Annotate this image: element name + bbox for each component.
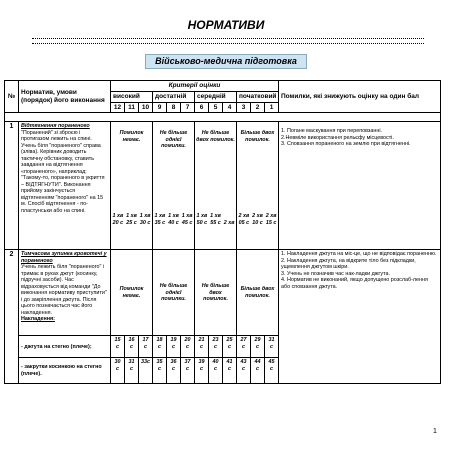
- criteria-medium: [195, 122, 237, 250]
- criteria-high: [111, 250, 153, 336]
- nakl-label: Накладення:: [21, 316, 55, 323]
- time-value: 30 с: [111, 358, 125, 384]
- norm-row-2: [5, 250, 441, 336]
- time-value: 43 с: [237, 358, 251, 384]
- time-value: 31 с: [125, 358, 139, 384]
- time-value: 2 хв 10 с: [252, 213, 263, 226]
- criteria-note: Не більше двох помилок.: [201, 283, 230, 303]
- spacer-row: [5, 113, 441, 122]
- criteria-note: Не більше однієї помилки.: [159, 130, 188, 150]
- header-row: [5, 81, 441, 92]
- time-value: 44 с: [251, 358, 265, 384]
- time-value: 2 хв 15 с: [265, 213, 277, 226]
- time-value: 40 с: [209, 358, 223, 384]
- time-value: 41 с: [223, 358, 237, 384]
- criteria-note: Більше двох помилок.: [240, 130, 275, 143]
- decorative-divider: [32, 38, 424, 44]
- time-value: 33с: [139, 358, 153, 384]
- page-title: НОРМАТИВИ: [187, 18, 265, 32]
- row-number: 2: [5, 250, 19, 384]
- criteria-sufficient: [153, 250, 195, 336]
- criteria-initial: [237, 122, 279, 250]
- subrow-label: - закрутки косинкою на стегно (плече).: [19, 358, 111, 384]
- header-no: №: [5, 81, 19, 113]
- time-value: 39 с: [195, 358, 209, 384]
- point-cell: 8: [167, 102, 181, 113]
- criteria-note: Не більше однієї помилки.: [159, 283, 188, 303]
- level-medium: середній: [195, 91, 237, 102]
- error-item: 4. Норматив не виконаний, якщо допущено розслаб-лення або сповзання джгута.: [281, 277, 428, 290]
- time-value: 19 с: [167, 336, 181, 358]
- point-cell: 11: [125, 102, 139, 113]
- time-value: 1 хв 50 с: [196, 213, 208, 226]
- time-value: 2 хв: [223, 219, 235, 226]
- criteria-note: Не більше двох помилок.: [196, 130, 235, 143]
- time-value: 18 с: [153, 336, 167, 358]
- time-value: 25 с: [223, 336, 237, 358]
- time-value: 23 с: [209, 336, 223, 358]
- time-value: 1 хв 20 с: [112, 213, 124, 226]
- subrow-label: - джгута на стегно (плече);: [19, 336, 111, 358]
- header-norm: Норматив, умови (порядок) його виконання: [19, 81, 111, 113]
- time-value: 21 с: [195, 336, 209, 358]
- level-initial: початковий: [237, 91, 279, 102]
- point-cell: 5: [209, 102, 223, 113]
- norm-title: Тимчасова зупинка кровотечі у пораненого: [21, 251, 107, 264]
- time-value: 27 с: [237, 336, 251, 358]
- point-cell: 6: [195, 102, 209, 113]
- header-criteria: Критерії оцінки: [111, 81, 279, 92]
- time-value: 15 с: [111, 336, 125, 358]
- time-value: 1 хв 40 с: [168, 213, 179, 226]
- errors-list: [279, 250, 441, 384]
- level-high: високий: [111, 91, 153, 102]
- row-number: 1: [5, 122, 19, 250]
- norm-text: Учень лежить біля "пораненого" і тримає в руках джгут (косинку, підручні засоби). Час відраховується від команди "До виконання нормативу приступити" і до закріплення джгута. Після цього позначається час його накладення.: [21, 264, 107, 316]
- time-value: 31 с: [265, 336, 279, 358]
- time-value: 1 хв 30 с: [139, 213, 151, 226]
- error-item: 1. Накладення джгута на міс-це, що не відповідає пораненню.: [281, 251, 437, 258]
- time-value: 20 с: [181, 336, 195, 358]
- criteria-sufficient: [153, 122, 195, 250]
- errors-list: [279, 122, 441, 250]
- time-value: 36 с: [167, 358, 181, 384]
- error-item: 2. Накладення джгута, на відкрите тіло без підкладки, ущемлення джгутом шкіри.: [281, 257, 416, 271]
- error-item: 2.Невміле використання рельєфу місцевості.: [281, 134, 394, 141]
- point-cell: 9: [153, 102, 167, 113]
- page-number: 1: [433, 428, 437, 435]
- criteria-note: Помилок немає.: [119, 130, 144, 143]
- error-item: 1. Погане маскування при переповзанні.: [281, 128, 383, 135]
- point-cell: 2: [251, 102, 265, 113]
- criteria-medium: [195, 250, 237, 336]
- time-value: 2 хв 05 с: [238, 213, 250, 226]
- time-value: 1 хв 35 с: [154, 213, 166, 226]
- time-value: 1 хв 45 с: [181, 213, 193, 226]
- error-item: 3. Учень не позначив час нак-ладки джгута.: [281, 270, 390, 277]
- point-cell: 10: [139, 102, 153, 113]
- norm-row-1: [5, 122, 441, 250]
- criteria-note: Помилок немає.: [119, 286, 144, 299]
- error-item: 3. Сповзання пораненого на землю при відтягненні.: [281, 141, 411, 148]
- time-value: 37 с: [181, 358, 195, 384]
- norms-table: [4, 80, 441, 384]
- criteria-initial: [237, 250, 279, 336]
- time-value: 17 с: [139, 336, 153, 358]
- section-subtitle: Військово-медична підготовка: [145, 54, 307, 69]
- point-cell: 1: [265, 102, 279, 113]
- norm-text: "Поранений" зі зброєю і протигазом лежить на спині. Учень біля "пораненого" справа (зліва). Керівник доводить тактичну обстановку, ставить завдання на відтягнення «пораненого», наприклад: "Такому-то, пораненого в укриття – ВІДТЯГНУТИ". Виконання прийому закінчується відтягненням "пораненого" на 15 м. Спосіб відтягнення - по-пластунськи або на спині.: [21, 129, 105, 214]
- point-cell: 12: [111, 102, 125, 113]
- point-cell: 7: [181, 102, 195, 113]
- time-value: 29 с: [251, 336, 265, 358]
- norm-description: [19, 250, 111, 336]
- header-errors: Помилки, які знижують оцінку на один бал: [279, 81, 441, 113]
- criteria-note: Більше двох помилок.: [240, 286, 275, 299]
- time-value: 45 с: [265, 358, 279, 384]
- time-value: 16 с: [125, 336, 139, 358]
- time-value: 1 хв 55 с: [210, 213, 221, 226]
- time-value: 1 хв 25 с: [126, 213, 137, 226]
- level-sufficient: достатній: [153, 91, 195, 102]
- time-value: 35 с: [153, 358, 167, 384]
- point-cell: 3: [237, 102, 251, 113]
- point-cell: 4: [223, 102, 237, 113]
- norm-description: [19, 122, 111, 250]
- criteria-high: [111, 122, 153, 250]
- norm-title: Відтягнення пораненого: [21, 123, 90, 130]
